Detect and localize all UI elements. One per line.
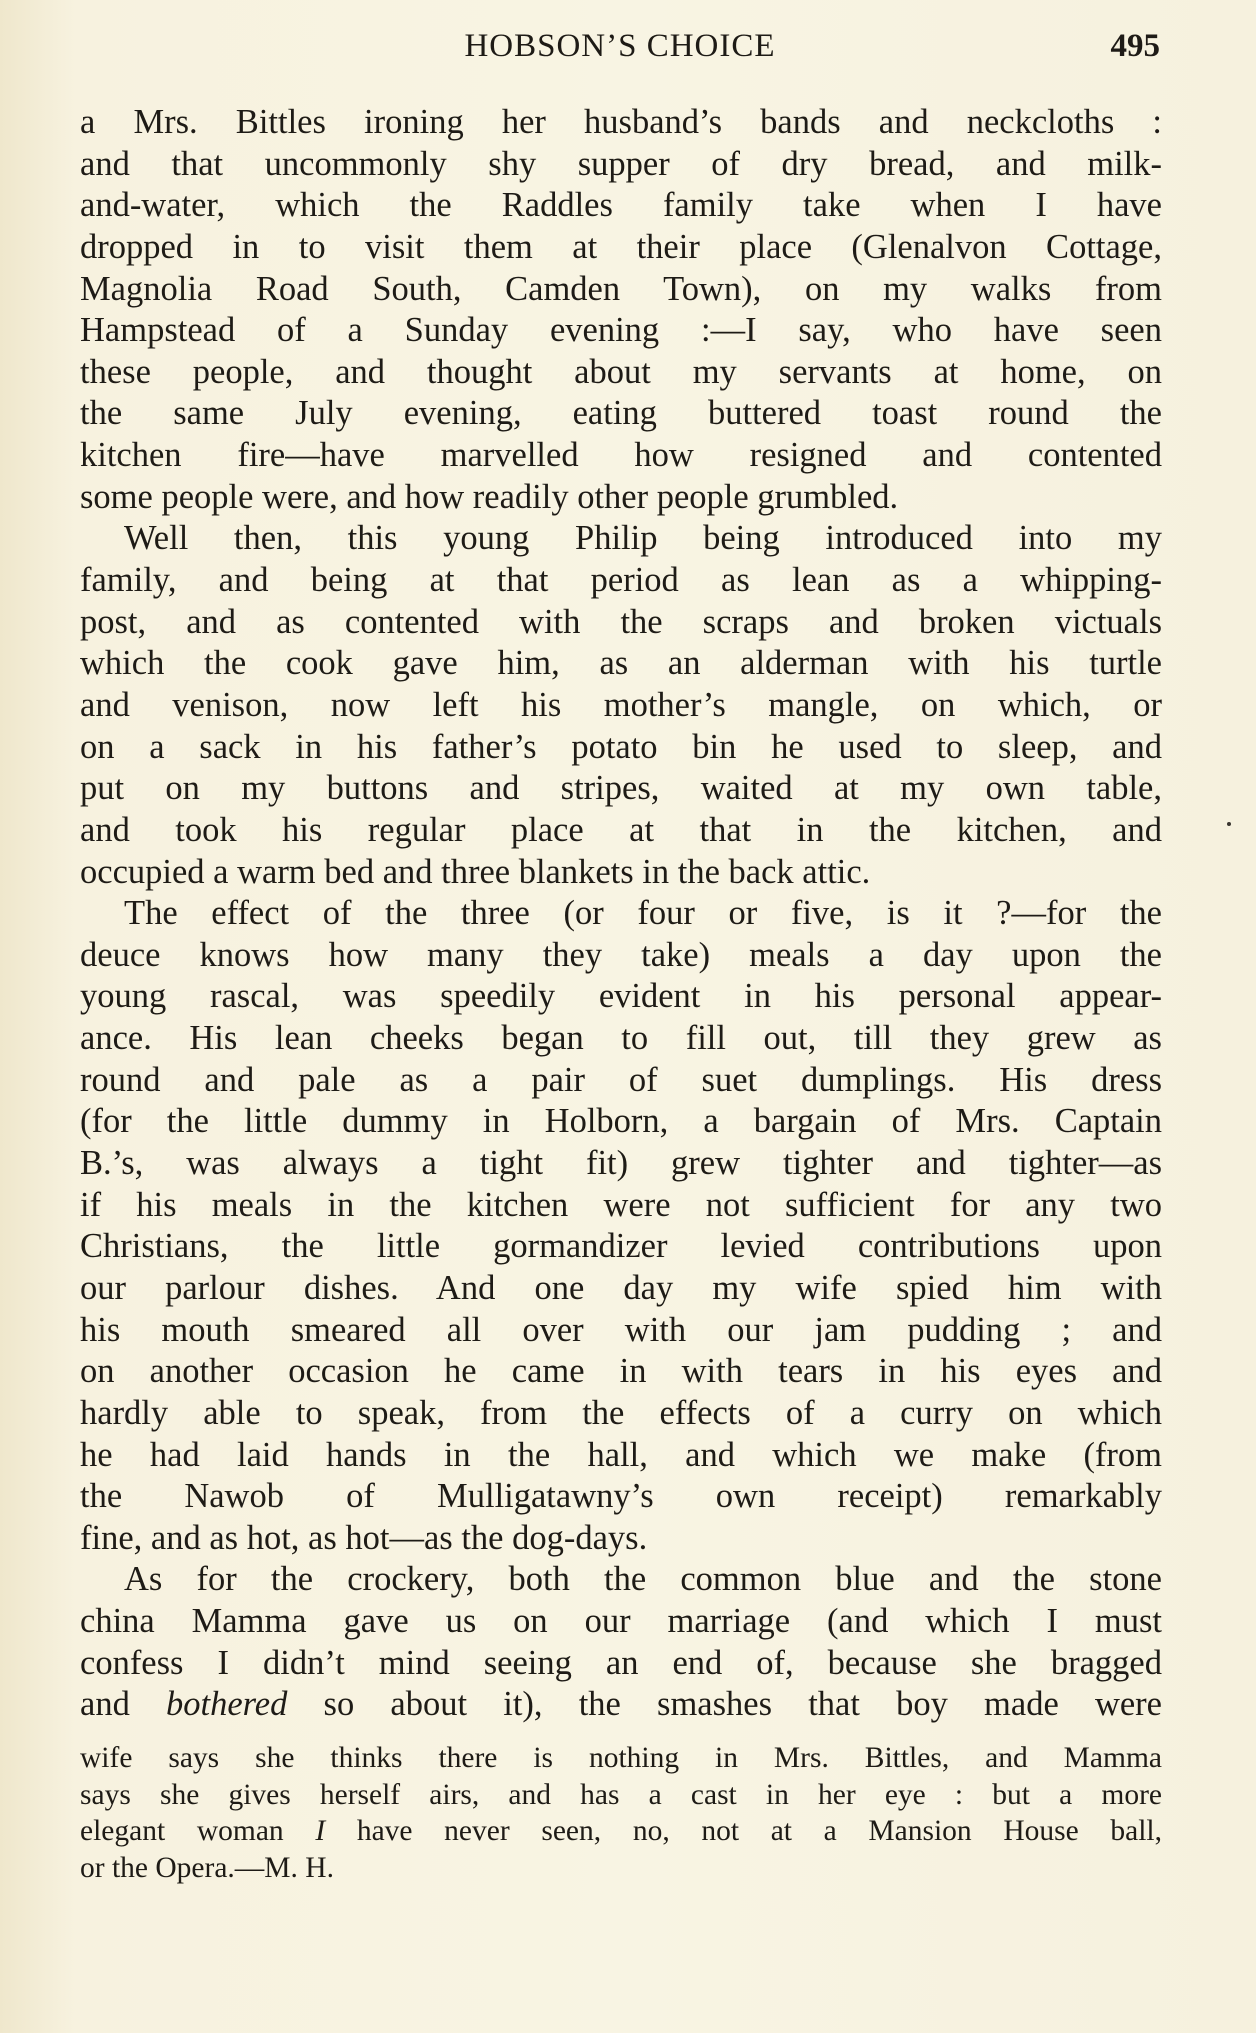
text-line: occupied a warm bed and three blankets in the back attic. [80, 852, 871, 891]
text-line: kitchen fire—have marvelled how resigned and contented [80, 436, 1162, 475]
text-line: these people, and thought about my servants at home, on [80, 352, 1162, 391]
text-line: and that uncommonly shy supper of dry bread, and milk- [80, 144, 1162, 183]
text-line: on a sack in his father’s potato bin he used to sleep, and [80, 727, 1162, 766]
text-line: ance. His lean cheeks began to fill out, till they grew as [80, 1019, 1162, 1058]
text-line: our parlour dishes. And one day my wife spied him with [80, 1268, 1162, 1307]
text-line: china Mamma gave us on our marriage (and which I must [80, 1602, 1162, 1641]
text-line: and-water, which the Raddles family take when I have [80, 186, 1162, 225]
footnote-line: or the Opera.—M. H. [80, 1851, 334, 1884]
text-line: the Nawob of Mulligatawny’s own receipt) remarkably [80, 1477, 1162, 1516]
text-segment: and [80, 1685, 166, 1724]
italic-word: I [315, 1815, 326, 1847]
text-line-with-italic [80, 1684, 1162, 1726]
text-line: hardly able to speak, from the effects of a curry on which [80, 1393, 1162, 1432]
text-line: (for the little dummy in Holborn, a bargain of Mrs. Captain [80, 1102, 1162, 1141]
text-line: and venison, now left his mother’s mangle, on which, or [80, 685, 1162, 724]
text-segment: so about it), the smashes that boy made were [287, 1685, 1162, 1724]
text-line: young rascal, was speedily evident in his personal appear- [80, 977, 1162, 1016]
footnote [80, 1740, 1162, 1886]
text-line: fine, and as hot, as hot—as the dog-days. [80, 1518, 648, 1557]
text-line: Christians, the little gormandizer levied contributions upon [80, 1227, 1162, 1266]
text-line: he had laid hands in the hall, and which we make (from [80, 1435, 1162, 1474]
paragraph-first-line: The effect of the three (or four or five, is it ?—for the [124, 894, 1162, 933]
text-line: if his meals in the kitchen were not sufficient for any two [80, 1185, 1162, 1224]
text-line: a Mrs. Bittles ironing her husband’s bands and neckcloths : [80, 103, 1162, 141]
text-line: which the cook gave him, as an alderman with his turtle [80, 644, 1162, 683]
footnote-line: wife says she thinks there is nothing in Mrs. Bittles, and Mamma [80, 1742, 1162, 1774]
text-line: deuce knows how many they take) meals a day upon the [80, 935, 1162, 974]
text-segment: elegant woman [80, 1815, 316, 1847]
text-line: and took his regular place at that in the kitchen, and [80, 810, 1162, 849]
text-line: some people were, and how readily other people grumbled. [80, 477, 899, 516]
paragraph-first-line: As for the crockery, both the common blue and the stone [124, 1560, 1162, 1599]
text-line: his mouth smeared all over with our jam pudding ; and [80, 1310, 1162, 1349]
text-line: on another occasion he came in with tears in his eyes and [80, 1352, 1162, 1391]
text-segment: have never seen, no, not at a Mansion House ball, [325, 1815, 1162, 1847]
text-line: round and pale as a pair of suet dumplings. His dress [80, 1060, 1162, 1099]
body-text [80, 102, 1162, 1726]
text-line: family, and being at that period as lean as a whipping- [80, 561, 1162, 600]
text-line: Hampstead of a Sunday evening :—I say, who have seen [80, 311, 1162, 350]
running-head [80, 28, 1160, 78]
page-number: 495 [1110, 28, 1160, 64]
margin-speck [1227, 822, 1231, 826]
footnote-line: says she gives herself airs, and has a cast in her eye : but a more [80, 1778, 1162, 1811]
text-line: Magnolia Road South, Camden Town), on my walks from [80, 269, 1162, 308]
text-line: dropped in to visit them at their place (Glenalvon Cottage, [80, 227, 1162, 266]
text-line: B.’s, was always a tight fit) grew tighter and tighter—as [80, 1144, 1162, 1183]
text-line: post, and as contented with the scraps and broken victuals [80, 602, 1162, 641]
text-line: confess I didn’t mind seeing an end of, because she bragged [80, 1643, 1162, 1682]
italic-word: bothered [166, 1685, 288, 1724]
paragraph-first-line: Well then, this young Philip being introduced into my [124, 519, 1162, 558]
text-line: put on my buttons and stripes, waited at my own table, [80, 769, 1162, 808]
text-line: the same July evening, eating buttered toast round the [80, 394, 1162, 433]
running-title: HOBSON’S CHOICE [464, 28, 776, 64]
footnote-line-with-italic [80, 1813, 1162, 1850]
